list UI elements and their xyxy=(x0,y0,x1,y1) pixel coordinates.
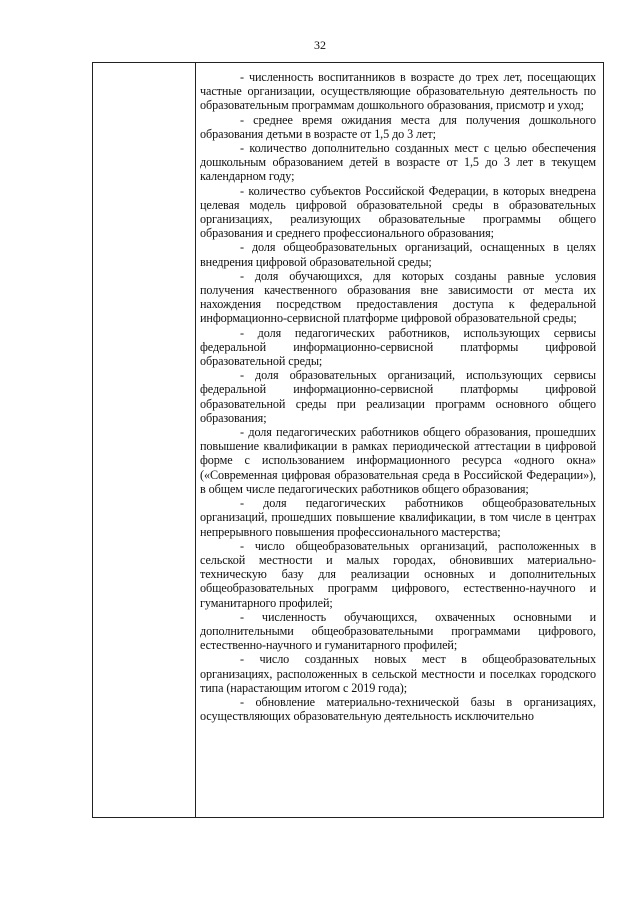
page-number: 32 xyxy=(314,38,326,52)
indicator-paragraph: - число созданных новых мест в общеобразовательных организациях, расположенных в сельской местности и поселках городского типа (нарастающим итогом с 2019 года); xyxy=(200,652,596,695)
indicator-paragraph: - доля обучающихся, для которых созданы равные условия получения качественного образования вне зависимости от места их нахождения посредством предоставления доступа к федеральной информационно-сервисной платформе цифровой образовательной среды; xyxy=(200,268,596,326)
indicator-paragraph: - численность воспитанников в возрасте до трех лет, посещающих частные организации, осуществляющие образовательную деятельность по образовательным программам дошкольного образования, присмотр и уход; xyxy=(200,70,596,113)
document-table xyxy=(92,62,604,818)
indicator-paragraph: - количество субъектов Российской Федерации, в которых внедрена целевая модель цифровой образовательной среды в образовательных организациях, реализующих образовательные программы общего образования и среднего профессионального образования; xyxy=(200,183,596,241)
indicator-paragraph: - обновление материально-технической базы в организациях, осуществляющих образовательную деятельность исключительно xyxy=(200,694,596,724)
indicator-paragraph: - доля педагогических работников общеобразовательных организаций, прошедших повышение квалификации, в том числе в центрах непрерывного повышения профессионального мастерства; xyxy=(200,496,596,539)
indicator-paragraph: - доля педагогических работников общего образования, прошедших повышение квалификации в рамках периодической аттестации в цифровой форме с использованием информационного ресурса «одного окна» («Современная цифровая образовательная среда в Российской Федерации»), в общем числе педагогических работников общего образования; xyxy=(200,425,596,496)
indicator-paragraph: - доля общеобразовательных организаций, оснащенных в целях внедрения цифровой образовательной среды; xyxy=(200,240,596,269)
indicator-paragraph: - среднее время ожидания места для получения дошкольного образования детьми в возрасте от 1,5 до 3 лет; xyxy=(200,112,596,141)
indicator-paragraph: - количество дополнительно созданных мест с целью обеспечения дошкольным образованием детей в возрасте от 1,5 до 3 лет в текущем календарном году; xyxy=(200,141,596,184)
indicator-paragraph: - доля педагогических работников, использующих сервисы федеральной информационно-сервисной платформы цифровой образовательной среды; xyxy=(200,325,596,369)
table-content-cell xyxy=(200,70,596,723)
indicator-paragraph: - число общеобразовательных организаций, расположенных в сельской местности и малых городах, обновивших материально-техническую базу для реализации основных и дополнительных общеобразовательных программ цифрового, естественно-научного и гуманитарного профилей; xyxy=(200,538,596,610)
indicator-paragraph: - доля образовательных организаций, использующих сервисы федеральной информационно-сервисной платформы цифровой образовательной среды при реализации программ основного общего образования; xyxy=(200,368,596,425)
indicator-paragraph: - численность обучающихся, охваченных основными и дополнительными общеобразовательными программами цифрового, естественно-научного и гуманитарного профилей; xyxy=(200,609,596,653)
table-column-divider xyxy=(195,63,196,817)
